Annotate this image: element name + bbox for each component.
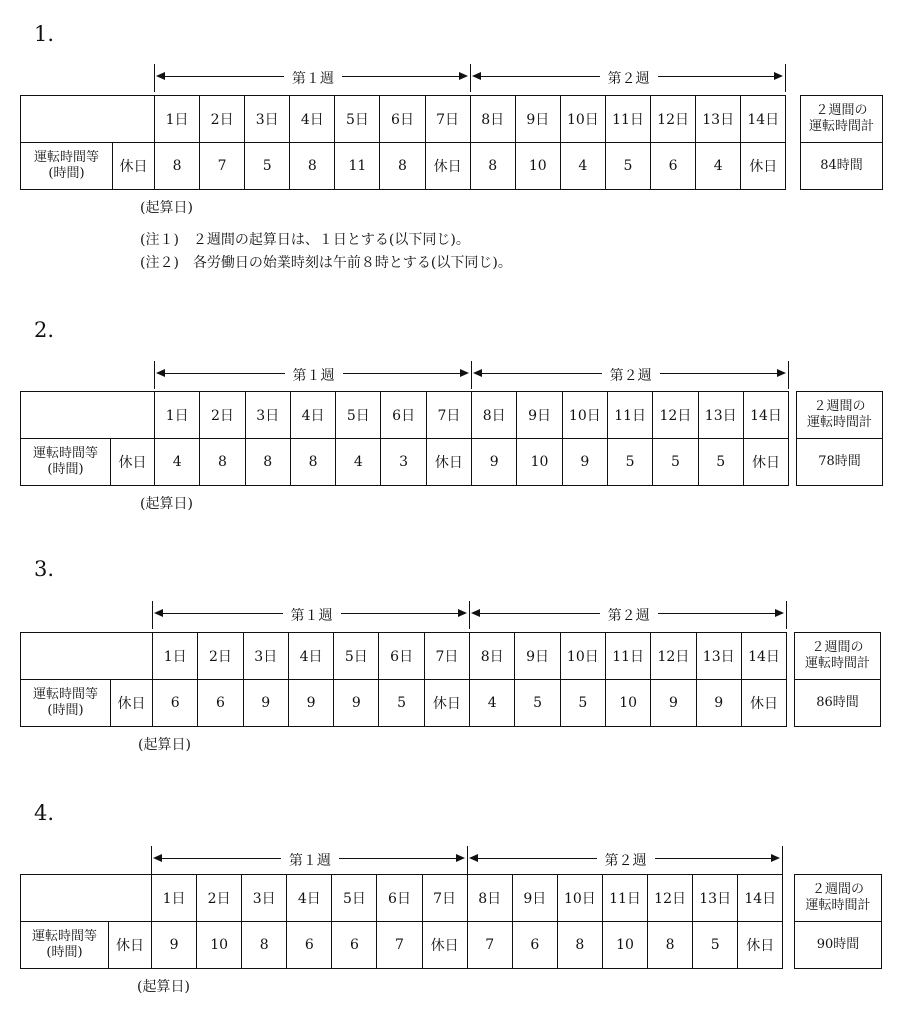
hours-cell: 休日	[741, 143, 786, 190]
row-label: 運転時間等	[31, 929, 97, 944]
arrow-left-icon	[154, 609, 163, 617]
hours-cell: 10	[605, 680, 650, 727]
day-header-cell: 13日	[693, 875, 738, 922]
hours-cell: 3	[381, 439, 426, 486]
day-header-row	[21, 633, 787, 680]
hours-cell: 9	[288, 680, 333, 727]
total-header-line1: ２週間の	[811, 640, 864, 655]
day-header-cell: 11日	[605, 96, 650, 143]
hours-cell: 休日	[424, 680, 469, 727]
total-value-row	[801, 143, 883, 190]
total-value-cell: 90時間	[795, 922, 882, 969]
pre-start-cell: 休日	[111, 439, 155, 486]
row-label-unit: (時間)	[47, 703, 84, 718]
pre-start-cell: 休日	[111, 680, 153, 727]
day-header-cell: 2日	[198, 633, 243, 680]
hours-cell: 7	[377, 922, 422, 969]
day-header-cell: 13日	[698, 392, 743, 439]
day-header-cell: 5日	[334, 633, 379, 680]
total-value-cell: 86時間	[795, 680, 881, 727]
day-header-cell: 4日	[287, 875, 332, 922]
hours-cell: 6	[512, 922, 557, 969]
hours-cell: 休日	[743, 439, 788, 486]
hours-cell: 5	[693, 922, 738, 969]
day-header-cell: 5日	[335, 96, 380, 143]
day-header-cell: 11日	[602, 875, 647, 922]
week-2-label: 第２週	[602, 365, 660, 385]
arrow-left-icon	[471, 609, 480, 617]
row-label-cell	[21, 680, 111, 727]
hours-row	[21, 439, 789, 486]
schedule-table	[20, 391, 789, 486]
pre-start-cell: 休日	[109, 922, 152, 969]
total-box	[796, 391, 883, 486]
schedule-table	[20, 95, 786, 190]
day-header-cell: 8日	[470, 96, 515, 143]
day-header-cell: 12日	[648, 875, 693, 922]
week-arrows	[0, 846, 900, 874]
hours-cell: 9	[243, 680, 288, 727]
hours-cell: 8	[290, 439, 335, 486]
total-box	[794, 632, 881, 727]
arrow-left-icon	[469, 854, 478, 862]
hours-cell: 6	[287, 922, 332, 969]
hours-cell: 11	[335, 143, 380, 190]
week-boundary-tick	[467, 846, 468, 874]
hours-cell: 休日	[426, 439, 471, 486]
total-header-line2: 運転時間計	[808, 119, 874, 134]
header-blank-cell	[21, 96, 155, 143]
hours-cell: 8	[470, 143, 515, 190]
week-boundary-tick	[471, 361, 472, 389]
day-header-cell: 2日	[200, 96, 245, 143]
schedule-table	[20, 874, 783, 969]
arrow-left-icon	[156, 72, 165, 80]
total-header-cell	[797, 392, 883, 439]
hours-cell: 5	[379, 680, 424, 727]
day-header-cell: 1日	[152, 875, 197, 922]
hours-cell: 5	[605, 143, 650, 190]
note-1: (注１) ２週間の起算日は、１日とする(以下同じ)。	[140, 232, 470, 248]
day-header-cell: 13日	[696, 633, 741, 680]
row-label: 運転時間等	[32, 687, 98, 702]
week-boundary-tick	[151, 846, 152, 874]
schedule-table	[20, 632, 787, 727]
arrow-right-icon	[774, 72, 783, 80]
hours-cell: 6	[651, 143, 696, 190]
hours-cell: 8	[155, 143, 200, 190]
week-boundary-tick	[785, 64, 786, 92]
day-header-cell: 10日	[560, 633, 605, 680]
hours-cell: 7	[200, 143, 245, 190]
week-2-label: 第２週	[597, 850, 655, 870]
total-header-row	[795, 875, 882, 922]
day-header-cell: 6日	[381, 392, 426, 439]
arrow-right-icon	[777, 369, 786, 377]
week-arrows	[0, 64, 900, 92]
week-boundary-tick	[469, 601, 470, 629]
day-header-cell: 2日	[200, 392, 245, 439]
day-header-cell: 3日	[243, 633, 288, 680]
day-header-cell: 1日	[155, 392, 200, 439]
problem-number: 2.	[34, 318, 55, 342]
day-header-row	[21, 96, 786, 143]
day-header-cell: 10日	[562, 392, 607, 439]
row-label-cell	[21, 143, 113, 190]
row-label-unit: (時間)	[48, 166, 85, 181]
hours-row	[21, 922, 783, 969]
day-header-cell: 6日	[379, 633, 424, 680]
arrow-left-icon	[156, 369, 165, 377]
hours-row	[21, 143, 786, 190]
hours-cell: 5	[607, 439, 652, 486]
hours-cell: 休日	[738, 922, 783, 969]
header-blank-cell	[21, 392, 155, 439]
total-header-row	[795, 633, 881, 680]
hours-cell: 4	[155, 439, 200, 486]
hours-cell: 8	[200, 439, 245, 486]
week-2-label: 第２週	[600, 605, 658, 625]
arrow-left-icon	[153, 854, 162, 862]
hours-cell: 10	[515, 143, 560, 190]
arrow-right-icon	[460, 369, 469, 377]
week-boundary-tick	[154, 361, 155, 389]
hours-cell: 10	[602, 922, 647, 969]
day-header-cell: 3日	[245, 96, 290, 143]
day-header-cell: 4日	[290, 96, 335, 143]
day-header-cell: 6日	[380, 96, 425, 143]
day-header-cell: 14日	[738, 875, 783, 922]
hours-cell: 9	[651, 680, 696, 727]
day-header-cell: 2日	[197, 875, 242, 922]
start-day-label: (起算日)	[140, 496, 193, 512]
week-boundary-tick	[788, 361, 789, 389]
hours-cell: 10	[517, 439, 562, 486]
hours-cell: 5	[698, 439, 743, 486]
day-header-cell: 8日	[470, 633, 515, 680]
day-header-cell: 14日	[743, 392, 788, 439]
day-header-cell: 11日	[605, 633, 650, 680]
total-box	[794, 874, 882, 969]
problem-number: 1.	[34, 22, 55, 46]
hours-cell: 4	[470, 680, 515, 727]
hours-cell: 4	[560, 143, 605, 190]
hours-cell: 9	[696, 680, 741, 727]
total-box	[800, 95, 883, 190]
arrow-left-icon	[473, 369, 482, 377]
hours-cell: 5	[245, 143, 290, 190]
day-header-cell: 12日	[651, 633, 696, 680]
total-header-cell	[795, 875, 882, 922]
day-header-cell: 5日	[332, 875, 377, 922]
day-header-cell: 7日	[422, 875, 467, 922]
hours-cell: 8	[290, 143, 335, 190]
hours-cell: 8	[242, 922, 287, 969]
hours-cell: 休日	[425, 143, 470, 190]
total-header-row	[801, 96, 883, 143]
start-day-label: (起算日)	[137, 979, 190, 995]
day-header-cell: 7日	[426, 392, 471, 439]
day-header-row	[21, 392, 789, 439]
hours-cell: 5	[560, 680, 605, 727]
day-header-cell: 10日	[560, 96, 605, 143]
hours-cell: 8	[648, 922, 693, 969]
day-header-cell: 10日	[557, 875, 602, 922]
hours-cell: 5	[515, 680, 560, 727]
total-value-row	[795, 922, 882, 969]
hours-cell: 9	[562, 439, 607, 486]
week-boundary-tick	[154, 64, 155, 92]
day-header-cell: 7日	[425, 96, 470, 143]
total-value-row	[795, 680, 881, 727]
week-1-label: 第１週	[285, 365, 343, 385]
day-header-cell: 8日	[467, 875, 512, 922]
total-value-cell: 78時間	[797, 439, 883, 486]
arrow-right-icon	[459, 72, 468, 80]
start-day-label: (起算日)	[138, 737, 191, 753]
hours-cell: 6	[332, 922, 377, 969]
total-header-row	[797, 392, 883, 439]
day-header-cell: 1日	[153, 633, 198, 680]
row-label-cell	[21, 439, 111, 486]
day-header-cell: 14日	[741, 96, 786, 143]
hours-row	[21, 680, 787, 727]
week-2-label: 第２週	[600, 68, 658, 88]
hours-cell: 5	[653, 439, 698, 486]
total-header-line1: ２週間の	[815, 103, 868, 118]
pre-start-cell: 休日	[113, 143, 155, 190]
arrow-right-icon	[458, 609, 467, 617]
day-header-cell: 3日	[242, 875, 287, 922]
total-header-cell	[795, 633, 881, 680]
day-header-cell: 9日	[512, 875, 557, 922]
hours-cell: 休日	[741, 680, 786, 727]
day-header-cell: 14日	[741, 633, 786, 680]
week-boundary-tick	[786, 601, 787, 629]
header-blank-cell	[21, 633, 153, 680]
total-header-line1: ２週間の	[811, 882, 864, 897]
day-header-row	[21, 875, 783, 922]
hours-cell: 4	[696, 143, 741, 190]
problem-number: 3.	[34, 557, 55, 581]
week-arrows	[0, 601, 900, 629]
week-arrows	[0, 361, 900, 389]
row-label-unit: (時間)	[46, 945, 83, 960]
hours-cell: 6	[198, 680, 243, 727]
day-header-cell: 7日	[424, 633, 469, 680]
day-header-cell: 9日	[515, 633, 560, 680]
arrow-left-icon	[472, 72, 481, 80]
hours-cell: 8	[557, 922, 602, 969]
total-value-row	[797, 439, 883, 486]
note-2: (注２) 各労働日の始業時刻は午前８時とする(以下同じ)。	[140, 255, 512, 271]
day-header-cell: 3日	[245, 392, 290, 439]
arrow-right-icon	[775, 609, 784, 617]
day-header-cell: 1日	[155, 96, 200, 143]
hours-cell: 休日	[422, 922, 467, 969]
row-label: 運転時間等	[32, 446, 98, 461]
week-boundary-tick	[152, 601, 153, 629]
day-header-cell: 9日	[517, 392, 562, 439]
day-header-cell: 6日	[377, 875, 422, 922]
day-header-cell: 12日	[653, 392, 698, 439]
total-header-line1: ２週間の	[813, 399, 866, 414]
day-header-cell: 5日	[336, 392, 381, 439]
hours-cell: 8	[380, 143, 425, 190]
hours-cell: 9	[152, 922, 197, 969]
day-header-cell: 13日	[696, 96, 741, 143]
total-header-cell	[801, 96, 883, 143]
total-header-line2: 運転時間計	[804, 656, 870, 671]
week-boundary-tick	[782, 846, 783, 874]
day-header-cell: 4日	[288, 633, 333, 680]
total-header-line2: 運転時間計	[806, 415, 872, 430]
total-header-line2: 運転時間計	[805, 898, 871, 913]
row-label: 運転時間等	[33, 150, 99, 165]
week-1-label: 第１週	[284, 68, 342, 88]
week-boundary-tick	[470, 64, 471, 92]
hours-cell: 9	[472, 439, 517, 486]
total-value-cell: 84時間	[801, 143, 883, 190]
hours-cell: 10	[197, 922, 242, 969]
day-header-cell: 12日	[651, 96, 696, 143]
header-blank-cell	[21, 875, 152, 922]
hours-cell: 7	[467, 922, 512, 969]
row-label-cell	[21, 922, 109, 969]
day-header-cell: 9日	[515, 96, 560, 143]
hours-cell: 4	[336, 439, 381, 486]
arrow-right-icon	[771, 854, 780, 862]
hours-cell: 6	[153, 680, 198, 727]
arrow-right-icon	[456, 854, 465, 862]
day-header-cell: 8日	[472, 392, 517, 439]
hours-cell: 9	[334, 680, 379, 727]
week-1-label: 第１週	[283, 605, 341, 625]
day-header-cell: 4日	[290, 392, 335, 439]
day-header-cell: 11日	[607, 392, 652, 439]
problem-number: 4.	[34, 801, 55, 825]
hours-cell: 8	[245, 439, 290, 486]
start-day-label: (起算日)	[140, 200, 193, 216]
row-label-unit: (時間)	[47, 462, 84, 477]
week-1-label: 第１週	[281, 850, 339, 870]
